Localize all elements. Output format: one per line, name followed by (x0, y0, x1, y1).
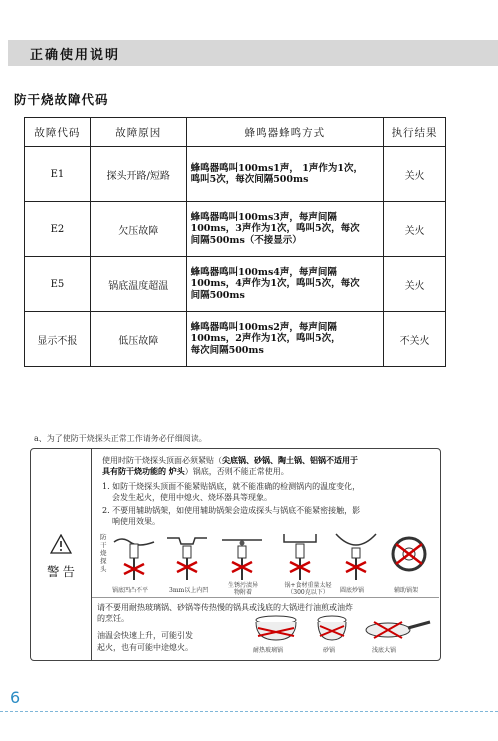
fault-code: E1 (25, 147, 91, 202)
page-number: 6 (10, 688, 21, 707)
result: 关火 (384, 202, 446, 257)
auxiliary-rack-figure (384, 530, 434, 582)
result: 关火 (384, 257, 446, 312)
table-row (25, 257, 446, 312)
divider (91, 448, 92, 661)
warning-item-1: 1. 如防干烧探头顶面不能紧贴锅底，就不能准确的检测锅内的温度变化， (102, 482, 361, 491)
shallow-pan-figure (362, 612, 432, 646)
table-row (25, 202, 446, 257)
table-row (25, 312, 446, 367)
figure-caption: 浅底大锅 (372, 647, 397, 654)
table-row (25, 147, 446, 202)
oil-warning-line-2: 起火，也有可能中途熄火。 (97, 643, 193, 652)
fault-code-table (24, 117, 446, 367)
fault-code: E5 (25, 257, 91, 312)
oil-warning-line-1: 油温会快速上升，可能引发 (97, 631, 193, 640)
fault-cause: 探头开路/短路 (90, 147, 186, 202)
footer-dashed-line (0, 711, 498, 712)
concave-bottom-figure (163, 530, 211, 582)
warning-item-1-cont: 会发生起火，使用中熄火、烧坏器具等现象。 (112, 493, 272, 502)
section-title: 防干烧故障代码 (14, 92, 109, 107)
cookware-warning-line-2: 的烹饪。 (97, 614, 129, 623)
beep-pattern: 蜂鸣器鸣叫100ms3声，每声间隔 100ms，3声作为1次，鸣叫5次，每次 间隔500ms（不接显示） (186, 202, 384, 257)
figure-caption: 砂锅 (323, 647, 336, 654)
column-header: 执行结果 (384, 118, 446, 147)
warning-item-2: 2. 不要用辅助锅架，如使用辅助锅架会造成探头与锅底不能紧密接触，影 (102, 506, 361, 515)
rust-stain-figure (218, 530, 266, 582)
usage-note: a、为了使防干烧探头正常工作请务必仔细阅读。 (34, 434, 207, 443)
warning-line-1: 使用时防干烧探头顶面必须紧贴（尖底锅、砂锅、陶土锅、铝锅不适用于 (102, 455, 358, 465)
fault-cause: 低压故障 (90, 312, 186, 367)
beep-pattern: 蜂鸣器鸣叫100ms1声， 1声作为1次， 鸣叫5次，每次间隔500ms (186, 147, 384, 202)
fault-code: E2 (25, 202, 91, 257)
figure-caption: 耐热玻璃锅 (253, 647, 284, 654)
figure-caption: 3mm以上内凹 (169, 587, 209, 594)
uneven-bottom-figure (110, 530, 158, 582)
light-pot-figure (276, 530, 324, 582)
divider (92, 597, 439, 598)
result: 不关火 (384, 312, 446, 367)
round-wok-figure (332, 530, 380, 582)
figure-caption: 锅底凹凸不平 (112, 587, 149, 594)
figure-caption: 生锈污渍异物附着 (227, 582, 258, 596)
fault-code: 显示不报 (25, 312, 91, 367)
warning-line-2: 具有防干烧功能的 炉头）锅底，否则不能正常使用。 (102, 466, 289, 476)
glass-pot-figure (248, 612, 304, 646)
warning-item-2-cont: 响使用效果。 (112, 517, 160, 526)
page-title: 正确使用说明 (30, 48, 121, 63)
figure-caption: 锅+食材重量太轻（300克以下） (284, 582, 332, 596)
beep-pattern: 蜂鸣器鸣叫100ms4声，每声间隔 100ms，4声作为1次，鸣叫5次，每次 间隔500ms (186, 257, 384, 312)
column-header: 故障代码 (25, 118, 91, 147)
fault-cause: 锅底温度超温 (90, 257, 186, 312)
clay-pot-figure (312, 612, 352, 646)
column-header: 蜂鸣器蜂鸣方式 (186, 118, 384, 147)
table-header-row (25, 118, 446, 147)
beep-pattern: 蜂鸣器鸣叫100ms2声，每声间隔 100ms，2声作为1次，鸣叫5次， 每次间隔500ms (186, 312, 384, 367)
fault-cause: 欠压故障 (90, 202, 186, 257)
cookware-warning-line-1: 请不要用耐热玻璃锅、砂锅等传热慢的锅具或浅底的大锅进行油煎或油炸 (97, 603, 353, 612)
figure-caption: 圆底炒锅 (340, 587, 365, 594)
probe-label: 防干烧探头 (100, 533, 107, 573)
result: 关火 (384, 147, 446, 202)
warning-label: 警告 (47, 564, 79, 579)
figure-caption: 辅助锅架 (394, 587, 419, 594)
column-header: 故障原因 (90, 118, 186, 147)
warning-triangle-icon (50, 534, 72, 554)
